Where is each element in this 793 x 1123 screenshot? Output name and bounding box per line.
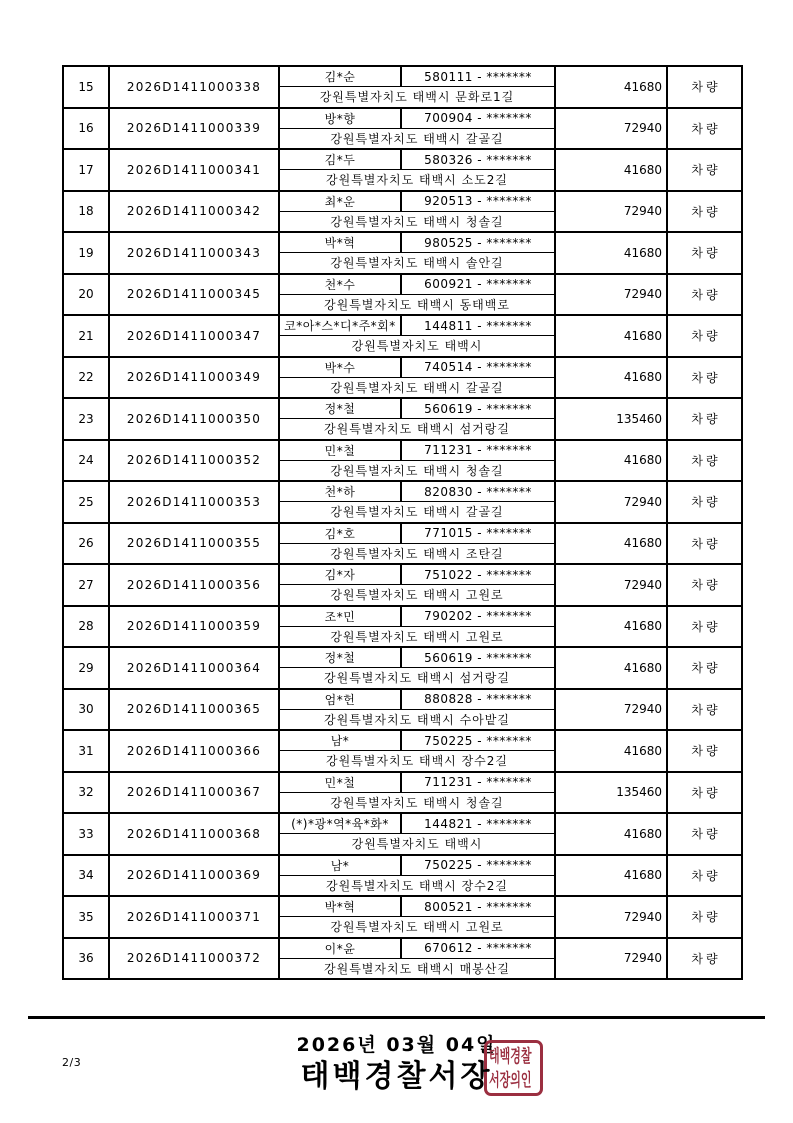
masked-birthdate: 144811 - ******* bbox=[400, 316, 554, 335]
row-number: 16 bbox=[78, 121, 94, 136]
violation-table bbox=[62, 65, 743, 980]
table-row bbox=[64, 688, 741, 730]
table-row bbox=[64, 895, 741, 937]
row-number: 34 bbox=[78, 868, 94, 883]
table-row bbox=[64, 480, 741, 522]
case-id: 2026D1411000352 bbox=[108, 441, 278, 481]
category: 차량 bbox=[666, 856, 741, 896]
row-number: 22 bbox=[78, 370, 94, 385]
masked-name: 김*순 bbox=[324, 70, 356, 85]
masked-birthdate: 790202 - ******* bbox=[400, 607, 554, 626]
table-row bbox=[64, 522, 741, 564]
row-number: 36 bbox=[78, 951, 94, 966]
category: 차량 bbox=[666, 607, 741, 647]
person-cell bbox=[278, 773, 554, 813]
masked-name: 박*수 bbox=[324, 360, 356, 375]
row-number: 20 bbox=[78, 287, 94, 302]
masked-birthdate: 700904 - ******* bbox=[400, 109, 554, 128]
masked-name: 최*운 bbox=[324, 194, 356, 209]
masked-birthdate: 711231 - ******* bbox=[400, 441, 554, 460]
address: 강원특별자치도 태백시 청솔길 bbox=[330, 463, 504, 478]
table-row bbox=[64, 273, 741, 315]
category: 차량 bbox=[666, 275, 741, 315]
category: 차량 bbox=[666, 67, 741, 107]
masked-birthdate: 880828 - ******* bbox=[400, 690, 554, 709]
category: 차량 bbox=[666, 482, 741, 522]
case-id: 2026D1411000372 bbox=[108, 939, 278, 979]
person-cell bbox=[278, 316, 554, 356]
row-number: 29 bbox=[78, 660, 94, 675]
table-row bbox=[64, 439, 741, 481]
masked-name: 김*자 bbox=[324, 568, 356, 583]
case-id: 2026D1411000364 bbox=[108, 648, 278, 688]
case-id: 2026D1411000341 bbox=[108, 150, 278, 190]
masked-birthdate: 560619 - ******* bbox=[400, 648, 554, 667]
amount: 41680 bbox=[554, 607, 666, 647]
address: 강원특별자치도 태백시 소도2길 bbox=[326, 173, 508, 188]
row-number: 27 bbox=[78, 577, 94, 592]
category: 차량 bbox=[666, 690, 741, 730]
masked-name: 천*하 bbox=[324, 485, 356, 500]
case-id: 2026D1411000369 bbox=[108, 856, 278, 896]
address: 강원특별자치도 태백시 고원로 bbox=[330, 920, 504, 935]
masked-name: 천*수 bbox=[324, 277, 356, 292]
amount: 72940 bbox=[554, 109, 666, 149]
address: 강원특별자치도 태백시 매봉산길 bbox=[324, 961, 510, 976]
case-id: 2026D1411000349 bbox=[108, 358, 278, 398]
amount: 41680 bbox=[554, 67, 666, 107]
case-id: 2026D1411000345 bbox=[108, 275, 278, 315]
masked-birthdate: 144821 - ******* bbox=[400, 814, 554, 833]
person-cell bbox=[278, 856, 554, 896]
page-number: 2/3 bbox=[62, 1056, 82, 1069]
person-cell bbox=[278, 192, 554, 232]
category: 차량 bbox=[666, 773, 741, 813]
issue-date: 2026년 03월 04일 bbox=[296, 1034, 497, 1056]
person-cell bbox=[278, 275, 554, 315]
amount: 135460 bbox=[554, 773, 666, 813]
category: 차량 bbox=[666, 524, 741, 564]
case-id: 2026D1411000339 bbox=[108, 109, 278, 149]
person-cell bbox=[278, 524, 554, 564]
case-id: 2026D1411000342 bbox=[108, 192, 278, 232]
person-cell bbox=[278, 109, 554, 149]
amount: 72940 bbox=[554, 939, 666, 979]
row-number: 18 bbox=[78, 204, 94, 219]
amount: 41680 bbox=[554, 150, 666, 190]
category: 차량 bbox=[666, 814, 741, 854]
category: 차량 bbox=[666, 731, 741, 771]
address: 강원특별자치도 태백시 갈골길 bbox=[330, 505, 504, 520]
address: 강원특별자치도 태백시 섬거랑길 bbox=[324, 422, 510, 437]
table-row bbox=[64, 563, 741, 605]
masked-name: 정*철 bbox=[324, 402, 356, 417]
category: 차량 bbox=[666, 939, 741, 979]
table-row bbox=[64, 771, 741, 813]
address: 강원특별자치도 태백시 bbox=[351, 339, 483, 354]
row-number: 19 bbox=[78, 245, 94, 260]
category: 차량 bbox=[666, 233, 741, 273]
row-number: 33 bbox=[78, 826, 94, 841]
person-cell bbox=[278, 731, 554, 771]
person-cell bbox=[278, 482, 554, 522]
amount: 41680 bbox=[554, 856, 666, 896]
masked-birthdate: 750225 - ******* bbox=[400, 731, 554, 750]
case-id: 2026D1411000366 bbox=[108, 731, 278, 771]
table-row bbox=[64, 397, 741, 439]
masked-name: 엄*헌 bbox=[324, 692, 356, 707]
address: 강원특별자치도 태백시 bbox=[351, 837, 483, 852]
person-cell bbox=[278, 358, 554, 398]
address: 강원특별자치도 태백시 조탄길 bbox=[330, 546, 504, 561]
person-cell bbox=[278, 67, 554, 107]
masked-birthdate: 580326 - ******* bbox=[400, 150, 554, 169]
address: 강원특별자치도 태백시 수아밭길 bbox=[324, 712, 510, 727]
masked-birthdate: 711231 - ******* bbox=[400, 773, 554, 792]
seal-text-bottom: 서장의인 bbox=[489, 1069, 532, 1091]
table-row bbox=[64, 937, 741, 979]
amount: 72940 bbox=[554, 690, 666, 730]
person-cell bbox=[278, 939, 554, 979]
case-id: 2026D1411000343 bbox=[108, 233, 278, 273]
case-id: 2026D1411000367 bbox=[108, 773, 278, 813]
masked-birthdate: 920513 - ******* bbox=[400, 192, 554, 211]
row-number: 17 bbox=[78, 162, 94, 177]
person-cell bbox=[278, 150, 554, 190]
person-cell bbox=[278, 897, 554, 937]
amount: 72940 bbox=[554, 482, 666, 522]
row-number: 31 bbox=[78, 743, 94, 758]
masked-name: 조*민 bbox=[324, 609, 356, 624]
table-row bbox=[64, 148, 741, 190]
issuer-signature: 태백경찰서장 bbox=[300, 1059, 493, 1094]
address: 강원특별자치도 태백시 고원로 bbox=[330, 588, 504, 603]
amount: 41680 bbox=[554, 524, 666, 564]
table-row bbox=[64, 314, 741, 356]
address: 강원특별자치도 태백시 청솔길 bbox=[330, 214, 504, 229]
category: 차량 bbox=[666, 565, 741, 605]
table-row bbox=[64, 231, 741, 273]
masked-name: 남* bbox=[330, 734, 350, 749]
address: 강원특별자치도 태백시 장수2길 bbox=[326, 754, 508, 769]
row-number: 32 bbox=[78, 785, 94, 800]
address: 강원특별자치도 태백시 장수2길 bbox=[326, 878, 508, 893]
footer-divider bbox=[28, 1016, 765, 1019]
row-number: 26 bbox=[78, 536, 94, 551]
table-row bbox=[64, 67, 741, 107]
case-id: 2026D1411000338 bbox=[108, 67, 278, 107]
case-id: 2026D1411000353 bbox=[108, 482, 278, 522]
masked-name: 박*혁 bbox=[324, 900, 356, 915]
category: 차량 bbox=[666, 897, 741, 937]
amount: 72940 bbox=[554, 192, 666, 232]
address: 강원특별자치도 태백시 갈골길 bbox=[330, 131, 504, 146]
person-cell bbox=[278, 607, 554, 647]
amount: 72940 bbox=[554, 275, 666, 315]
row-number: 35 bbox=[78, 909, 94, 924]
masked-name: 박*혁 bbox=[324, 236, 356, 251]
case-id: 2026D1411000365 bbox=[108, 690, 278, 730]
case-id: 2026D1411000355 bbox=[108, 524, 278, 564]
address: 강원특별자치도 태백시 갈골길 bbox=[330, 380, 504, 395]
amount: 41680 bbox=[554, 648, 666, 688]
row-number: 25 bbox=[78, 494, 94, 509]
amount: 41680 bbox=[554, 233, 666, 273]
amount: 135460 bbox=[554, 399, 666, 439]
person-cell bbox=[278, 690, 554, 730]
case-id: 2026D1411000371 bbox=[108, 897, 278, 937]
amount: 41680 bbox=[554, 358, 666, 398]
masked-birthdate: 980525 - ******* bbox=[400, 233, 554, 252]
case-id: 2026D1411000359 bbox=[108, 607, 278, 647]
table-row bbox=[64, 605, 741, 647]
masked-birthdate: 820830 - ******* bbox=[400, 482, 554, 501]
amount: 41680 bbox=[554, 441, 666, 481]
seal-text-top: 태백경찰 bbox=[489, 1045, 532, 1067]
masked-name: 남* bbox=[330, 858, 350, 873]
category: 차량 bbox=[666, 109, 741, 149]
amount: 72940 bbox=[554, 565, 666, 605]
masked-name: 김*두 bbox=[324, 153, 356, 168]
table-row bbox=[64, 646, 741, 688]
person-cell bbox=[278, 814, 554, 854]
amount: 72940 bbox=[554, 897, 666, 937]
address: 강원특별자치도 태백시 문화로1길 bbox=[319, 90, 515, 105]
amount: 41680 bbox=[554, 316, 666, 356]
address: 강원특별자치도 태백시 고원로 bbox=[330, 629, 504, 644]
table-row bbox=[64, 854, 741, 896]
masked-birthdate: 751022 - ******* bbox=[400, 565, 554, 584]
category: 차량 bbox=[666, 648, 741, 688]
masked-birthdate: 771015 - ******* bbox=[400, 524, 554, 543]
table-row bbox=[64, 190, 741, 232]
amount: 41680 bbox=[554, 814, 666, 854]
masked-name: (*)*광*역*육*화* bbox=[291, 817, 389, 832]
masked-birthdate: 670612 - ******* bbox=[400, 939, 554, 958]
masked-name: 이*윤 bbox=[324, 941, 356, 956]
address: 강원특별자치도 태백시 동태백로 bbox=[324, 297, 510, 312]
address: 강원특별자치도 태백시 솔안길 bbox=[330, 256, 504, 271]
masked-birthdate: 580111 - ******* bbox=[400, 67, 554, 86]
table-row bbox=[64, 812, 741, 854]
row-number: 15 bbox=[78, 79, 94, 94]
masked-name: 방*향 bbox=[324, 111, 356, 126]
masked-birthdate: 740514 - ******* bbox=[400, 358, 554, 377]
masked-birthdate: 800521 - ******* bbox=[400, 897, 554, 916]
masked-name: 민*철 bbox=[324, 443, 356, 458]
person-cell bbox=[278, 648, 554, 688]
masked-birthdate: 750225 - ******* bbox=[400, 856, 554, 875]
masked-birthdate: 560619 - ******* bbox=[400, 399, 554, 418]
amount: 41680 bbox=[554, 731, 666, 771]
person-cell bbox=[278, 233, 554, 273]
case-id: 2026D1411000356 bbox=[108, 565, 278, 605]
case-id: 2026D1411000347 bbox=[108, 316, 278, 356]
table-row bbox=[64, 356, 741, 398]
person-cell bbox=[278, 565, 554, 605]
address: 강원특별자치도 태백시 섬거랑길 bbox=[324, 671, 510, 686]
row-number: 23 bbox=[78, 411, 94, 426]
category: 차량 bbox=[666, 316, 741, 356]
row-number: 30 bbox=[78, 702, 94, 717]
address: 강원특별자치도 태백시 청솔길 bbox=[330, 795, 504, 810]
category: 차량 bbox=[666, 358, 741, 398]
person-cell bbox=[278, 399, 554, 439]
masked-birthdate: 600921 - ******* bbox=[400, 275, 554, 294]
category: 차량 bbox=[666, 399, 741, 439]
person-cell bbox=[278, 441, 554, 481]
masked-name: 김*호 bbox=[324, 526, 356, 541]
category: 차량 bbox=[666, 441, 741, 481]
table-row bbox=[64, 107, 741, 149]
table-row bbox=[64, 729, 741, 771]
category: 차량 bbox=[666, 192, 741, 232]
row-number: 21 bbox=[78, 328, 94, 343]
masked-name: 정*철 bbox=[324, 651, 356, 666]
row-number: 24 bbox=[78, 453, 94, 468]
masked-name: 민*철 bbox=[324, 775, 356, 790]
case-id: 2026D1411000368 bbox=[108, 814, 278, 854]
row-number: 28 bbox=[78, 619, 94, 634]
category: 차량 bbox=[666, 150, 741, 190]
case-id: 2026D1411000350 bbox=[108, 399, 278, 439]
masked-name: 코*아*스*디*주*회* bbox=[284, 319, 396, 334]
